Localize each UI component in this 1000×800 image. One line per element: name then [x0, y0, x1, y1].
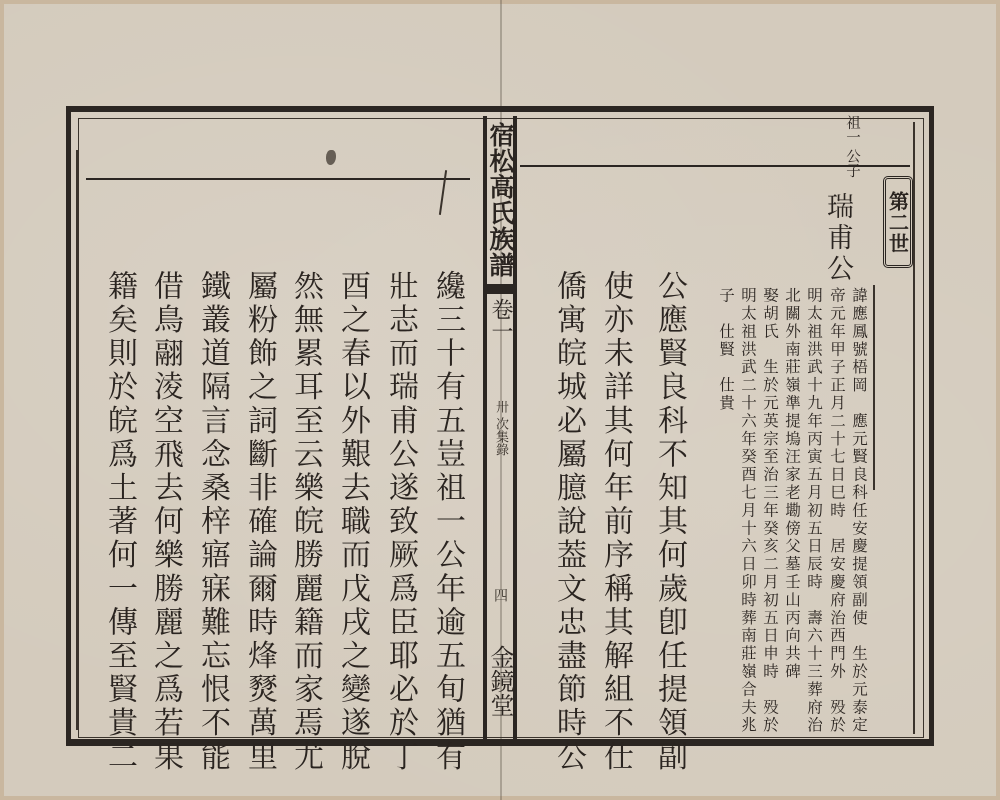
spine-fishtail-bar — [487, 284, 513, 294]
note-column-1: 諱應鳳號梧岡 應元賢良科任安慶提領副使 生於元泰定 — [850, 287, 868, 735]
left-main-column-1: 纔三十有五豈祖一公年逾五旬猶有 — [430, 270, 465, 774]
note-column-2: 帝元年甲子正月二十七日巳時 居安慶府治西門外 殁於 — [828, 287, 846, 735]
left-main-column-8: 籍矣則於皖爲土著何一傳至賢貴二 — [102, 270, 137, 774]
spine-publisher-hall: 金鏡堂 — [486, 645, 514, 717]
note-column-7: 子 仕賢 仕貴 — [717, 287, 735, 413]
note-column-5: 娶胡氏 生於元英宗至治三年癸亥二月初五日申時 殁於 — [761, 287, 779, 735]
left-main-column-7: 借鳥翮淩空飛去何樂勝麗之爲若果 — [148, 270, 183, 774]
spine-page-number: 四 — [492, 588, 508, 602]
spine-title: 宿松高氏族譜 — [486, 122, 515, 278]
left-margin-rule — [76, 150, 78, 730]
left-main-column-6: 鐵叢道隔言念桑梓寤寐難忘恨不能 — [195, 270, 230, 774]
left-main-column-4: 然無累耳至云樂皖勝麗籍而家焉尤 — [288, 270, 323, 774]
right-main-column-1: 公應賢良科不知其何歲卽任提領副 — [652, 270, 687, 774]
generation-badge: 第二世 — [883, 176, 913, 268]
note-column-6: 明太祖洪武二十六年癸酉七月十六日卯時葬南莊嶺合夫兆 — [739, 287, 757, 735]
person-name: 瑞甫公 — [822, 192, 853, 285]
left-header-rule — [86, 178, 470, 180]
note-column-4: 北關外南莊嶺準提塢汪家老墈傍父墓壬山丙向共碑 — [783, 287, 801, 681]
notes-divider-rule — [873, 285, 875, 490]
spine-volume: 卷一 — [488, 298, 513, 342]
left-main-column-3: 酉之春以外艱去職而戊戌之變遂脫 — [335, 270, 370, 774]
ancestor-header: 祖一 公子 — [844, 115, 860, 178]
spine-section: 卅 次集錄 — [493, 400, 508, 457]
right-main-column-3: 僑寓皖城必屬臆說葢文忠盡節時公 — [551, 270, 586, 774]
note-column-3: 明太祖洪武十九年丙寅五月初五日辰時 壽六十三葬府治 — [805, 287, 823, 735]
right-margin-rule — [913, 122, 915, 734]
left-main-column-2: 壯志而瑞甫公遂致厥爲臣耶必於丁 — [383, 270, 418, 774]
right-main-column-2: 使亦未詳其何年前序稱其解組不仕 — [598, 270, 633, 774]
left-main-column-5: 屬粉飾之詞斷非確論爾時烽燹萬里 — [242, 270, 277, 774]
